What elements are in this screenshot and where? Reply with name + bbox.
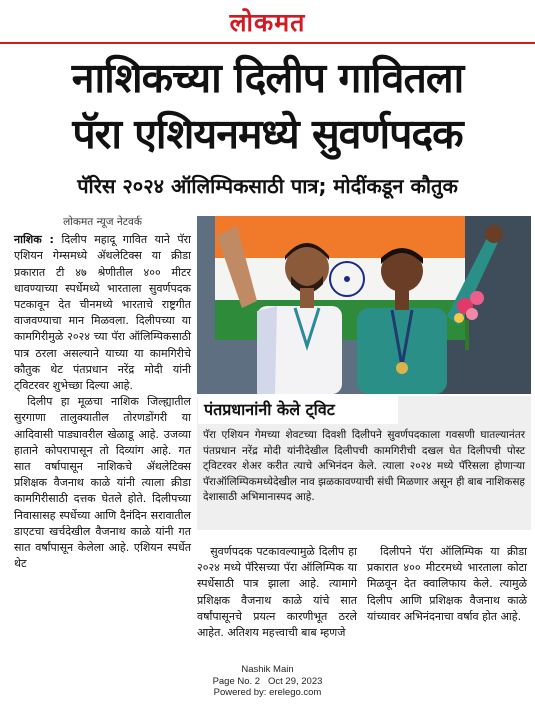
- edition-label: Nashik Main: [241, 664, 294, 675]
- article-column-2: सुवर्णपदक पटकावल्यामुळे दिलीप हा २०२४ मध्ये पॅरिसच्या पॅरा ऑलिम्पिक या स्पर्धेसाठी पात्र झाला आहे. त्यामागे प्रशिक्षक वैजनाथ काळे यांचे सात वर्षांपासूनचे प्रयत्न कारणीभूत ठरले आहेत. अतिशय महत्त्वाची बाब म्हणजे: [197, 545, 357, 640]
- sidebar-title: पंतप्रधानांनी केले ट्विट: [198, 396, 398, 424]
- page-date-label: Page No. 2 Oct 29, 2023: [212, 675, 323, 687]
- masthead-rule: [0, 42, 535, 44]
- dateline: नाशिक :: [14, 233, 54, 247]
- headline-line-2: पॅरा एशियनमध्ये सुवर्णपदक: [72, 110, 463, 158]
- paragraph-2: दिलीप हा मूळचा नाशिक जिल्ह्यातील सुरगाणा तालुक्यातील तोरणडोंगरी या आदिवासी पाड्यावरील खेळाडू आहे. उजव्या हाताने कोपरापासून तो दिव्यांग आहे. गत सात वर्षापासून नाशिकचे ॲथलेटिक्स प्रशिक्षक वैजनाथ काळे यांनी त्याला क्रीडा कामगिरीसाठी दत्तक घेतले होते. दिलीपच्या निवासासह स्पर्धेच्या आणि दैनंदिन सरावातील डाएटचा खर्चदेखील वैजनाथ काळे यांनी गत सात वर्षांपासून केलेला आहे. एशियन स्पर्धेत थेट: [14, 395, 191, 571]
- paragraph-1: [14, 232, 191, 394]
- headline: [0, 50, 535, 162]
- powered-by-link[interactable]: Powered by: erelego.com: [213, 687, 322, 698]
- subheadline: पॅरिस २०२४ ऑलिम्पिकसाठी पात्र; मोदींकडून कौतुक: [77, 174, 458, 198]
- byline: लोकमत न्यूज नेटवर्क: [63, 216, 142, 228]
- masthead: [0, 8, 535, 44]
- newspaper-logo: लोकमत: [229, 8, 306, 37]
- article-column-3: दिलीपने पॅरा ऑलिम्पिक या क्रीडा प्रकारात ४०० मीटरमध्ये भारताला कोटा मिळवून देत क्वालिफाय केले. त्यामुळे दिलीप आणि प्रशिक्षक वैजनाथ काळे यांच्यावर अभिनंदनाचा वर्षाव होत आहे.: [367, 545, 527, 623]
- article-photo: [197, 216, 531, 394]
- page-footer: [0, 664, 535, 699]
- athletes-photo-illustration: [197, 216, 531, 394]
- headline-line-1: नाशिकच्या दिलीप गावितला: [71, 54, 464, 102]
- sidebar-text: पॅरा एशियन गेमच्या शेवटच्या दिवशी दिलीपने सुवर्णपदकाला गवसणी घातल्यानंतर पंतप्रधान नरेंद्र मोदी यांनीदेखील दिलीपची कामगिरीची दखल घेत दिलीपची पोस्ट ट्विटरवर शेअर करीत त्याचे अभिनंदन केले. त्याला २०२४ मध्ये पॅरिसला होणाऱ्या पॅराऑलिम्पिकमध्येदेखील नाव झळकावण्याची संधी मिळणार असून ही बाब नाशिकसह देशासाठी अभिमानास्पद आहे.: [203, 429, 525, 504]
- paragraph-1-text: दिलीप महादू गावित याने पॅरा एशियन गेम्समध्ये ॲथलेटिक्स या क्रीडा प्रकारात टी ४७ श्रेणीतील ४०० मीटर धावण्याच्या स्पर्धेमध्ये भारताला सुवर्णपदक पटकावून देत चीनमध्ये भारताचे राष्ट्रगीत वाजवण्याचा मान मिळवला. दिलीपच्या या कामगिरीमुळे २०२४ च्या पॅरा ऑलिम्पिकसाठी पात्र ठरला असल्याने याच्या या कामगिरीचे कौतुक थेट पंतप्रधान नरेंद्र मोदी यांनी ट्विटरवर शुभेच्छा दिल्या आहे.: [14, 233, 192, 393]
- article-column-1: [14, 214, 191, 572]
